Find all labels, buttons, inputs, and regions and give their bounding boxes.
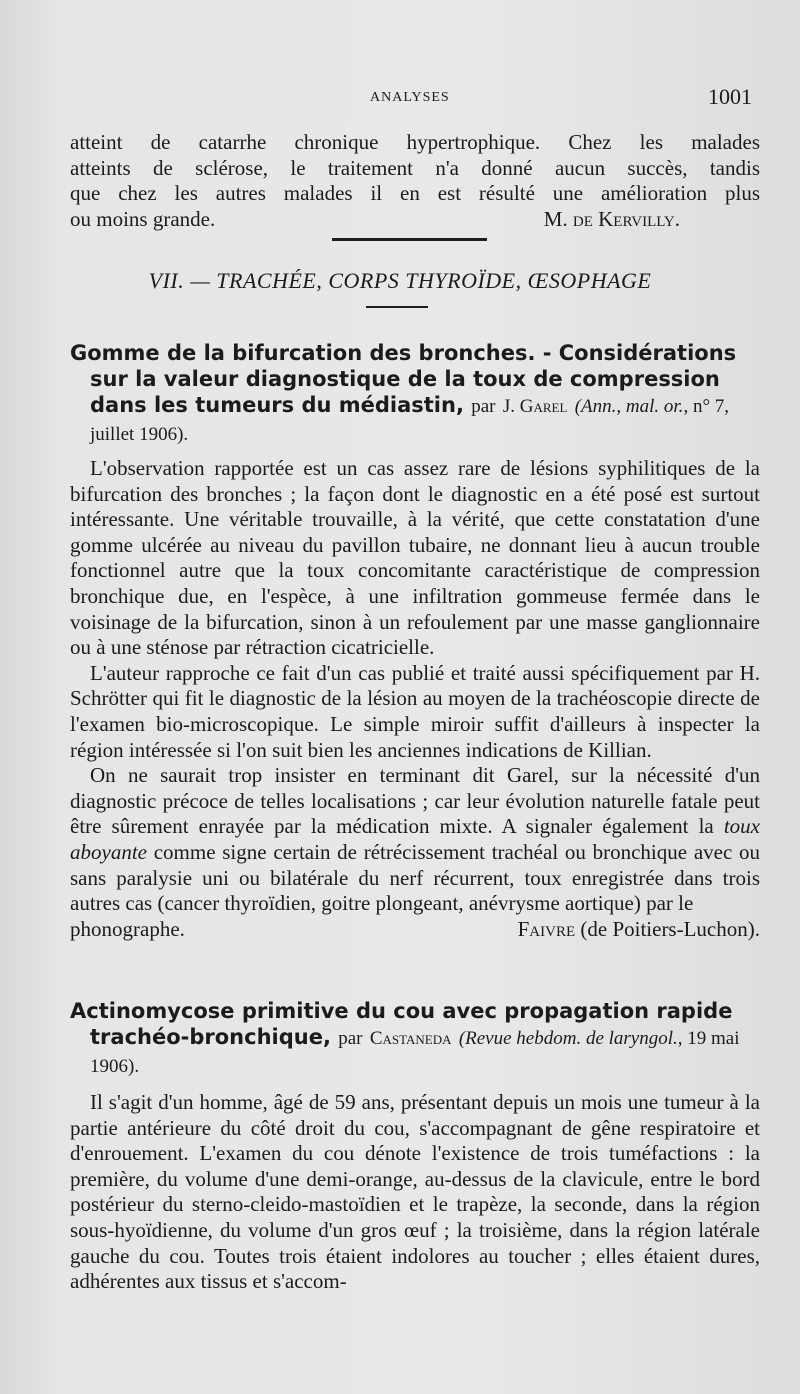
article-1-heading [70,340,760,448]
article-1-byline-prefix: par [471,396,496,417]
previous-article-end [70,130,760,232]
running-header [0,84,800,114]
article-2-journal: (Revue hebdom. de laryngol. [458,1028,678,1049]
article-1-journal: (Ann., mal. or. [574,396,684,417]
article-2-byline-prefix: par [338,1028,363,1049]
article-1-signature-block [518,917,760,943]
separator-rule [332,238,487,241]
article-1-paragraph-1: L'observation rapportée est un cas assez rare de lésions syphilitiques de la bifurcation des bronches ; la façon dont le diagnostic en a été posé est surtout intéressante. Une véritable trouvaille, à la vérité, que cette constatation d'une gomme ulcérée au niveau du pavillon tubaire, ne donnant lieu à aucun trouble fonctionnel autre que la toux concomitante caractéristique de compression bronchique due, en l'espèce, à une infiltration gommeuse fermée dans le voisinage de la bifurcation, sinon à un refoulement par une masse ganglionnaire ou à une sténose par rétraction cicatricielle. [70,456,760,660]
article-1-author: J. Garel [502,396,568,417]
article-1-paragraph-3 [70,763,760,917]
article-2-author: Castaneda [369,1028,452,1049]
article-2-title: Actinomycose primitive du cou avec propagation rapide trachéo-bronchique, [70,999,733,1049]
section-heading: VII. — TRACHÉE, CORPS THYROÏDE, ŒSOPHAGE [148,268,652,293]
prev-line-2: atteints de sclérose, le traitement n'a donné aucun succès, tandis [70,155,760,180]
running-title: ANALYSES [370,90,450,105]
article-2-paragraph-1: Il s'agit d'un homme, âgé de 59 ans, présentant depuis un mois une tumeur à la partie antérieure du côté droit du cou, s'accompagnant de gêne respiratoire et d'enrouement. L'examen du cou dénote l'existence de trois tuméfactions : la première, du volume d'une demi-orange, au-dessus de la clavicule, entre le bord postérieur du sterno-cleido-mastoïdien et le trapèze, la seconde, dans la région sous-hyoïdienne, du volume d'un gros œuf ; la troisième, dans la région latérale gauche du cou. Toutes trois étaient indolores au toucher ; elles étaient dures, adhérentes aux tissus et s'accom- [70,1090,760,1294]
article-garel [70,340,760,942]
article-castaneda [70,998,760,1295]
article-1-p3-before: On ne saurait trop insister en terminant dit Garel, sur la nécessité d'un diagnostic précoce de telles localisations ; car leur évolution naturelle fatale peut être sûrement enrayée par la médication mixte. A signaler également la [70,763,760,839]
page-number: 1001 [708,84,752,109]
prev-signature: M. de Kervilly. [543,206,680,231]
article-1-p3-last: phonographe. [70,916,185,941]
article-2-heading [70,998,760,1080]
article-1-signature-line [70,917,760,943]
article-1-paragraph-2: L'auteur rapproche ce fait d'un cas publié et traité aussi spécifiquement par H. Schrötter qui fit le diagnostic de la lésion au moyen de la trachéoscopie directe de l'examen bio-microscopique. Le simple miroir suffit d'ailleurs à inspecter la région intéressée si l'on suit bien les anciennes indications de Killian. [70,660,760,762]
article-1-title: Gomme de la bifurcation des bronches. - Considérations sur la valeur diagnostique de la toux de compression dans les tumeurs du médiastin, [70,341,737,417]
prev-last-line [70,207,760,233]
article-1-journal-rest: , n° 7, juillet 1906). [90,396,730,445]
prev-line-3: que chez les autres malades il en est résulté une amélioration plus [70,181,760,206]
prev-line-1: atteint de catarrhe chronique hypertrophique. Chez les malades [70,130,760,154]
prev-last-text: ou moins grande. [70,206,216,231]
article-1-p3-after: comme signe certain de rétrécissement trachéal ou bronchique avec ou sans paralysie uni ou bilatérale du nerf récurrent, toux enregistrée dans trois autres cas (cancer thyroïdien, goitre plongeant, anévrysme aortique) par le [70,839,761,916]
section-rule [366,306,428,308]
article-1-signature: Faivre [517,916,576,941]
article-1-p3-italic: toux aboyante [70,814,760,864]
article-1-signature-rest: (de Poitiers-Luchon). [580,916,760,941]
article-2-journal-rest: , 19 mai 1906). [90,1028,740,1077]
